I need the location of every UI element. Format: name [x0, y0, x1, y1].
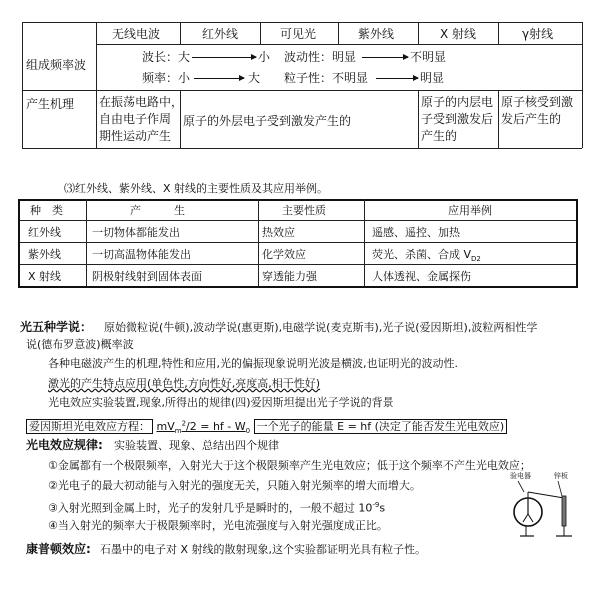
t2-cell: 荧光、杀菌、合成 $V_{D2}$ [372, 248, 481, 264]
mech-radio-line2: 自由电子作周 [99, 112, 172, 126]
mech-inner-line2: 子受到激发后 [421, 112, 494, 126]
wavelength-arrow [192, 57, 256, 58]
t2-header-type: 种 类 [30, 204, 63, 217]
mech-outer-electron: 原子的外层电子受到激发产生的 [183, 114, 352, 128]
law-4: ④当入射光的频率大于极限频率时，光电流强度与入射光强度成正比。 [48, 519, 388, 532]
theory-line2: 说(德布罗意波)概率波 [26, 338, 134, 351]
wave-nature-arrow [362, 57, 408, 58]
wavelength-end: 小 [258, 50, 271, 64]
wave-nature-label: 波动性：明显 [284, 50, 357, 64]
header-xray: X 射线 [440, 27, 477, 41]
header-infrared: 红外线 [202, 27, 239, 41]
compton-title: 康普顿效应: [26, 542, 91, 556]
header-visible: 可见光 [280, 27, 317, 41]
t2-cell: X 射线 [28, 270, 62, 283]
t2-cell: 人体透视、金属探伤 [372, 270, 471, 283]
law-1: ①金属都有一个极限频率，入射光大于这个极限频率产生光电效应；低于这个频率不产生光电效应； [48, 459, 531, 472]
particle-nature-end: 明显 [420, 71, 445, 85]
row-label-composition: 组成频率波 [26, 58, 87, 72]
law-2: ②光电子的最大初动能与入射光的强度无关，只随入射光频率的增大而增大。 [48, 479, 421, 492]
laser-line: 激光的产生特点应用(单色性,方向性好,亮度高,相干性好) [48, 377, 321, 390]
particle-nature-label: 粒子性：不明显 [284, 71, 369, 85]
mech-inner-line1: 原子的内层电 [421, 95, 494, 109]
t2-cell: 红外线 [28, 226, 61, 239]
t2-cell: 遥感、遥控、加热 [372, 226, 460, 239]
theory-line1: 原始微粒说(牛顿),波动学说(惠更斯),电磁学说(麦克斯韦),光子说(爱因斯坦),波粒两相性学 [104, 321, 538, 334]
header-ultraviolet: 紫外线 [358, 27, 395, 41]
row-label-mechanism: 产生机理 [26, 97, 75, 111]
law-title: 光电效应规律: [26, 438, 103, 452]
header-radio-wave: 无线电波 [112, 27, 161, 41]
t2-header-property: 主要性质 [282, 204, 326, 217]
frequency-end: 大 [248, 71, 261, 85]
frequency-arrow [194, 78, 244, 79]
t2-header-source: 产 生 [130, 204, 185, 217]
mech-radio-line1: 在振荡电路中， [99, 95, 184, 109]
figure-label-electroscope: 验电器 [510, 472, 531, 480]
particle-nature-arrow [376, 78, 418, 79]
t2-cell: 热效应 [262, 226, 295, 239]
wavelength-label: 波长：大 [142, 50, 191, 64]
compton-text: 石墨中的电子对 X 射线的散射现象,这个实验都证明光具有粒子性。 [100, 543, 427, 556]
table2-title: ⑶红外线、紫外线、X 射线的主要性质及其应用举例。 [64, 182, 329, 195]
photoelectric-apparatus-figure [506, 472, 586, 552]
mechanism-line: 各种电磁波产生的机理,特性和应用,光的偏振现象说明光波是横波,也证明光的波动性. [48, 357, 458, 370]
t2-cell: 化学效应 [262, 248, 306, 261]
t2-cell: 阴极射线射到固体表面 [92, 270, 202, 283]
figure-label-zinc-plate: 锌板 [554, 472, 568, 480]
law-intro: 实验装置、现象、总结出四个规律 [114, 439, 279, 452]
theory-title: 光五种学说： [20, 320, 93, 334]
header-gamma: γ射线 [522, 27, 554, 41]
t2-cell: 一切物体都能发出 [92, 226, 180, 239]
mech-radio-line3: 期性运动产生 [99, 129, 172, 143]
t2-header-application: 应用举例 [448, 204, 492, 217]
mech-inner-line3: 产生的 [421, 129, 458, 143]
mech-nucleus-line1: 原子核受到激 [501, 95, 574, 109]
mech-nucleus-line2: 发后产生的 [501, 112, 562, 126]
frequency-label: 频率：小 [142, 71, 191, 85]
t2-cell: 穿透能力强 [262, 270, 317, 283]
wave-nature-end: 不明显 [410, 50, 447, 64]
apparatus-drawing [506, 472, 586, 552]
photoelectric-equation: 爱因斯坦光电效应方程： $mV_m^2/2$ = hf - $W_0$ 一个光子的能量 E = hf (决定了能否发生光电效应) [26, 417, 507, 438]
t2-cell: 紫外线 [28, 248, 61, 261]
t2-cell: 一切高温物体能发出 [92, 248, 191, 261]
law-3: ③入射光照到金属上时，光子的发射几乎是瞬时的，一般不超过 $10^{-9}s$ [48, 501, 386, 515]
photo-device-line: 光电效应实验装置,现象,所得出的规律(四)爱因斯坦提出光子学说的背景 [48, 396, 394, 409]
